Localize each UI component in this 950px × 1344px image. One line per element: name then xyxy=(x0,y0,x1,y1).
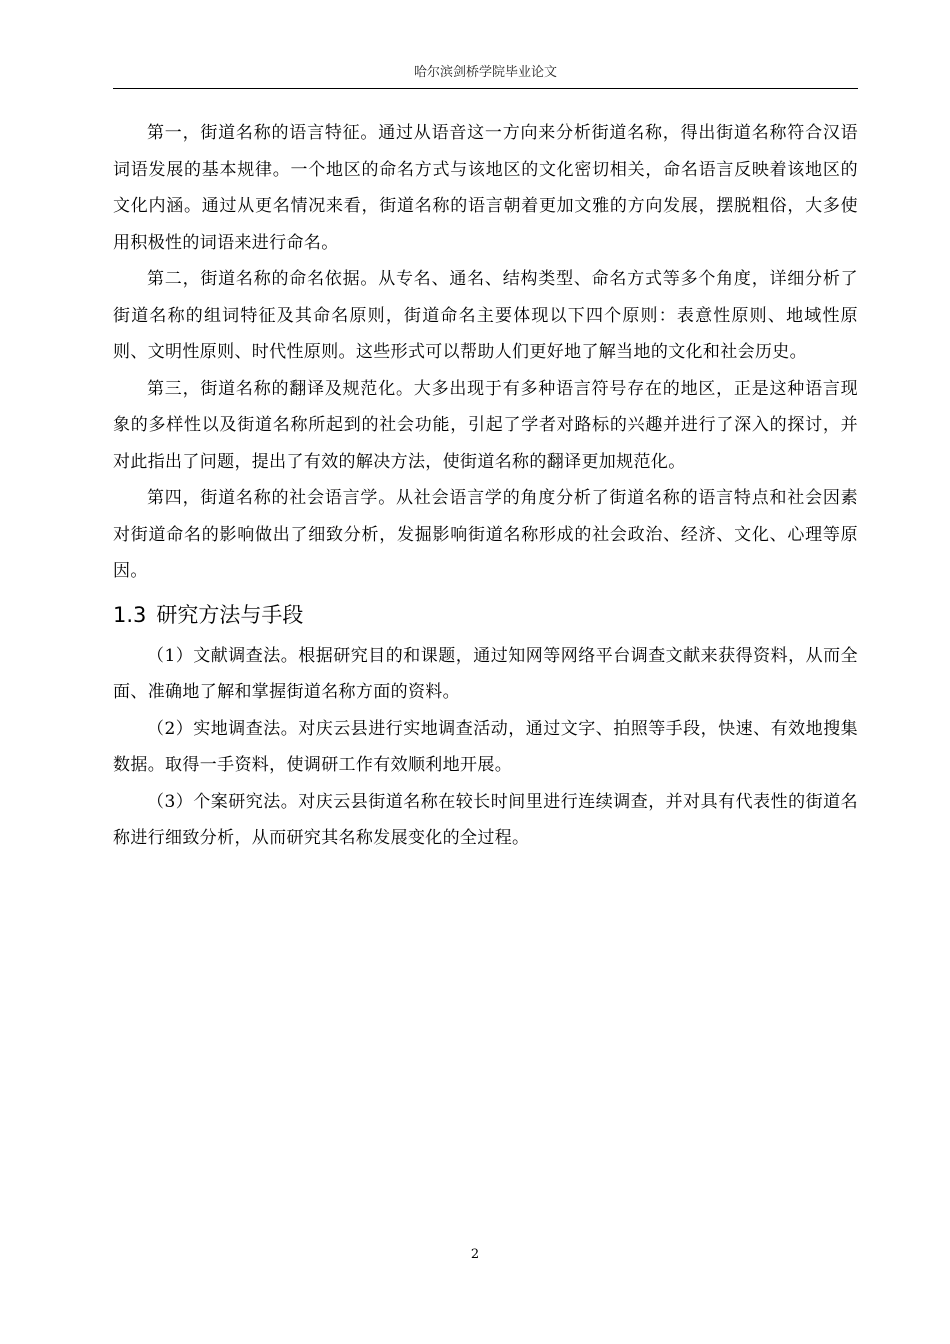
page-number: 2 xyxy=(470,1247,480,1262)
paragraph-sociolinguistics: 第四，街道名称的社会语言学。从社会语言学的角度分析了街道名称的语言特点和社会因素对街道命名的影响做出了细致分析，发掘影响街道名称形成的社会政治、经济、文化、心理等原因。 xyxy=(113,488,858,581)
method-field-research: （2）实地调查法。对庆云县进行实地调查活动，通过文字、拍照等手段，快速、有效地搜集数据。取得一手资料，使调研工作有效顺利地开展。 xyxy=(113,718,858,775)
section-heading xyxy=(113,598,858,632)
paragraph-translation: 第三，街道名称的翻译及规范化。大多出现于有多种语言符号存在的地区，正是这种语言现象的多样性以及街道名称所起到的社会功能，引起了学者对路标的兴趣并进行了深入的探讨，并对此指出了问题，提出了有效的解决方法，使街道名称的翻译更加规范化。 xyxy=(113,378,858,472)
section-number: 1.3 xyxy=(113,602,147,627)
header-divider xyxy=(113,88,858,89)
paragraph-naming-basis: 第二，街道名称的命名依据。从专名、通名、结构类型、命名方式等多个角度，详细分析了街道名称的组词特征及其命名原则，街道命名主要体现以下四个原则：表意性原则、地域性原则、文明性原则、时代性原则。这些形式可以帮助人们更好地了解当地的文化和社会历史。 xyxy=(113,269,858,362)
section-title: 研究方法与手段 xyxy=(156,602,304,627)
document-body xyxy=(113,115,858,857)
paragraph-language-features: 第一，街道名称的语言特征。通过从语音这一方向来分析街道名称，得出街道名称符合汉语词语发展的基本规律。一个地区的命名方式与该地区的文化密切相关，命名语言反映着该地区的文化内涵。通过从更名情况来看，街道名称的语言朝着更加文雅的方向发展，摆脱粗俗，大多使用积极性的词语来进行命名。 xyxy=(113,123,858,253)
method-literature-research: （1）文献调查法。根据研究目的和课题，通过知网等网络平台调查文献来获得资料，从而全面、准确地了解和掌握街道名称方面的资料。 xyxy=(113,645,858,702)
method-case-study: （3）个案研究法。对庆云县街道名称在较长时间里进行连续调查，并对具有代表性的街道名称进行细致分析，从而研究其名称发展变化的全过程。 xyxy=(113,791,858,848)
running-header: 哈尔滨剑桥学院毕业论文 xyxy=(413,65,557,80)
